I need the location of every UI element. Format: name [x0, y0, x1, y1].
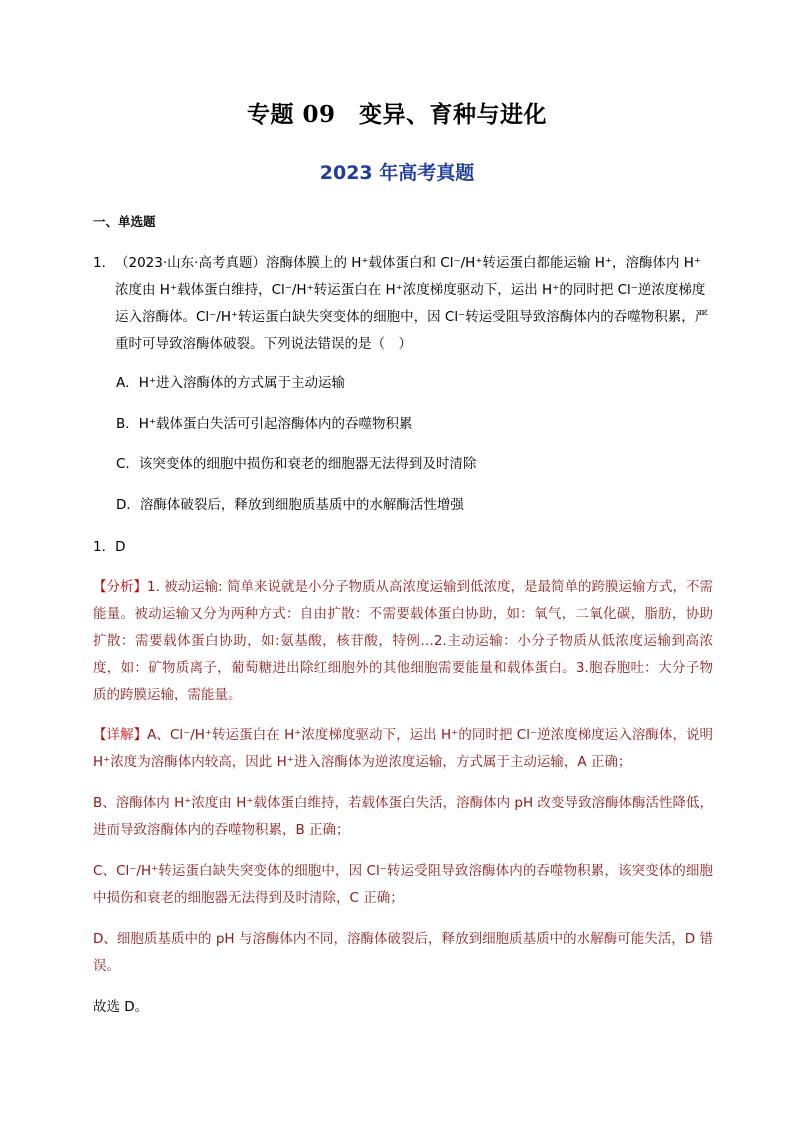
- analysis-text: 1. 被动运输: 简单来说就是小分子物质从高浓度运输到低浓度，是最简单的跨膜运输方式，不需能量。被动运输又分为两种方式：自由扩散：不需要载体蛋白协助，如：氧气，二氧化碳，脂肪，协助扩散：需要载体蛋白协助，如:氨基酸，核苷酸，特例…2.主动运输：小分子物质从低浓度运输到高浓度，如：矿物质离子，葡萄糖进出除红细胞外的其他细胞需要能量和载体蛋白。3.胞吞胞吐：大分子物质的跨膜运输，需能量。: [93, 579, 714, 703]
- detail-paragraph-c: C、Cl⁻/H⁺转运蛋白缺失突变体的细胞中，因 Cl⁻转运受阻导致溶酶体内的吞噬物积累，该突变体的细胞中损伤和衰老的细胞器无法得到及时清除，C 正确；: [93, 863, 713, 906]
- detail-tag: 【详解】: [93, 727, 148, 743]
- option-c: C．该突变体的细胞中损伤和衰老的细胞器无法得到及时清除: [116, 456, 477, 472]
- section-heading: 一、单选题: [93, 214, 156, 229]
- option-d: D．溶酶体破裂后，释放到细胞质基质中的水解酶活性增强: [116, 496, 464, 513]
- detail-paragraph-b: B、溶酶体内 H⁺浓度由 H⁺载体蛋白维持，若载体蛋白失活，溶酶体内 pH 改变导致溶酶体酶活性降低，进而导致溶酶体内的吞噬物积累，B 正确；: [93, 795, 713, 838]
- question-stem: [115, 250, 713, 358]
- analysis-paragraph: [93, 574, 713, 709]
- analysis-tag: 【分析】: [93, 579, 147, 595]
- question-stem-text: 溶酶体膜上的 H⁺载体蛋白和 Cl⁻/H⁺转运蛋白都能运输 H⁺，溶酶体内 H⁺浓度由 H⁺载体蛋白维持，Cl⁻/H⁺转运蛋白在 H⁺浓度梯度驱动下，运出 H⁺的同时把 Cl⁻逆浓度梯度运入溶酶体。Cl⁻/H⁺转运蛋白缺失突变体的细胞中，因 Cl⁻转运受阻导致溶酶体内的吞噬物积累，严重时可导致溶酶体破裂。下列说法错误的是（ ）: [115, 255, 709, 352]
- answer-line: 1．D: [93, 539, 126, 555]
- detail-text-a: A、Cl⁻/H⁺转运蛋白在 H⁺浓度梯度驱动下，运出 H⁺的同时把 Cl⁻逆浓度梯度运入溶酶体，说明 H⁺浓度为溶酶体内较高，因此 H⁺进入溶酶体为逆浓度运输，方式属于主动运输，A 正确；: [93, 727, 714, 770]
- question-source: （2023·山东·高考真题）: [115, 255, 266, 271]
- option-a: A．H⁺进入溶酶体的方式属于主动运输: [116, 375, 346, 391]
- question-number: 1．: [93, 255, 116, 271]
- detail-paragraph-a: [93, 722, 713, 776]
- question-block: [93, 250, 713, 358]
- final-choice: 故选 D。: [93, 999, 149, 1015]
- option-b: B．H⁺载体蛋白失活可引起溶酶体内的吞噬物积累: [116, 415, 413, 432]
- page-subtitle: 2023 年高考真题: [319, 162, 475, 184]
- page-title: 专题 09 变异、育种与进化: [246, 101, 547, 128]
- detail-paragraph-d: D、细胞质基质中的 pH 与溶酶体内不同，溶酶体破裂后，释放到细胞质基质中的水解酶可能失活，D 错误。: [93, 931, 713, 974]
- option-list: [116, 370, 476, 532]
